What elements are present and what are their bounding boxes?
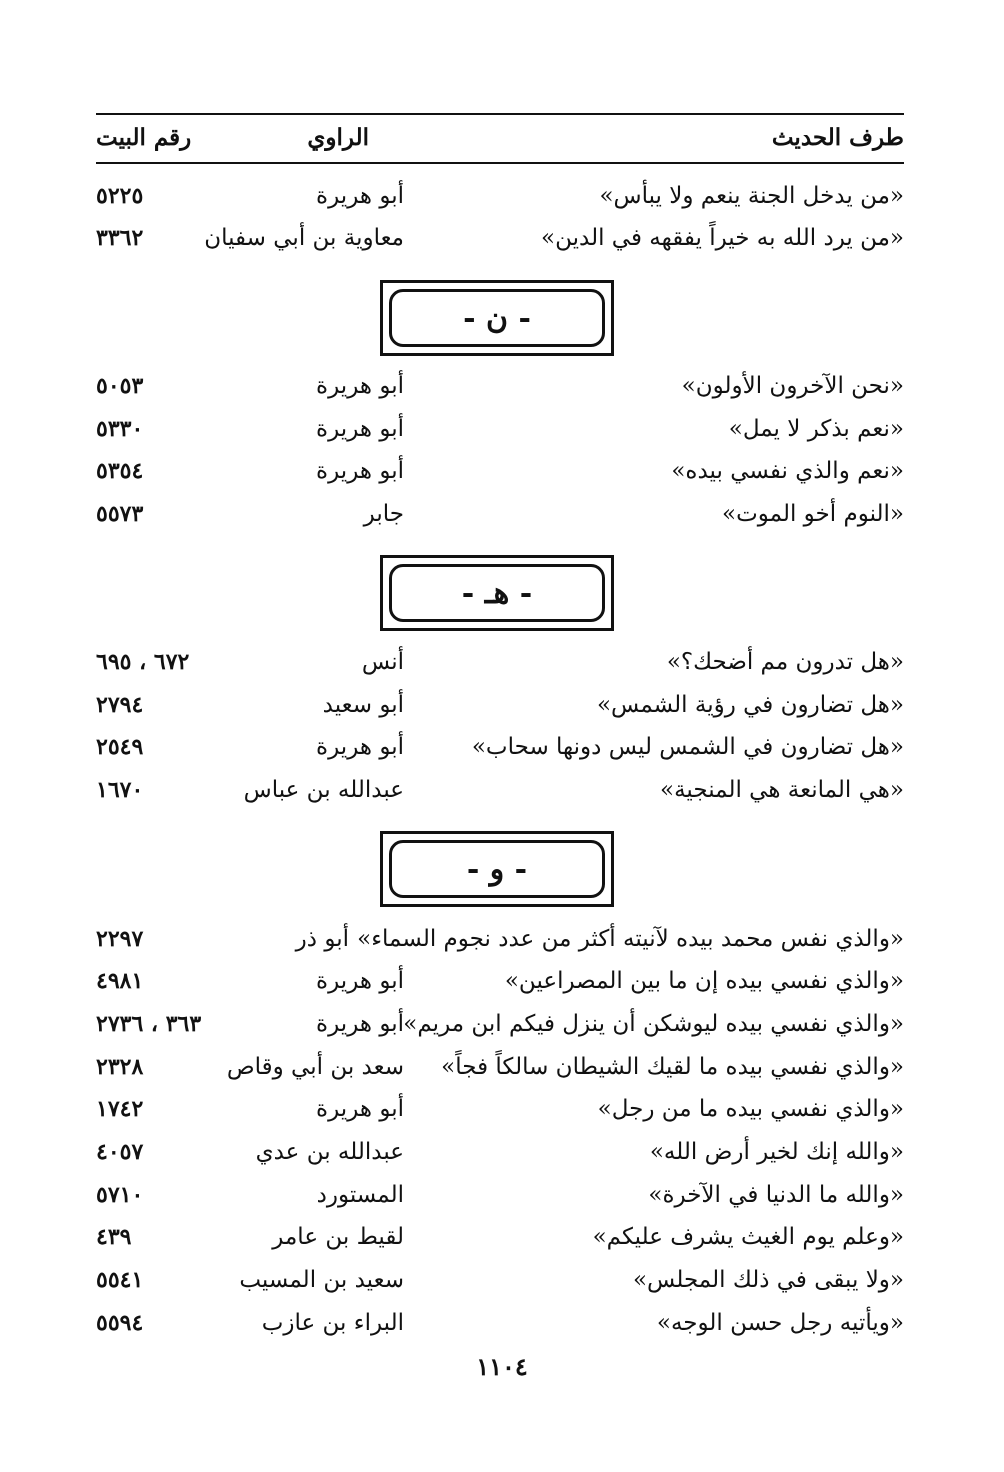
- table-row: [96, 962, 904, 1000]
- entry-number: ٤٩٨١: [96, 968, 144, 994]
- header-number: رقم البيت: [96, 124, 192, 151]
- letter-heading-label: - و -: [389, 840, 605, 898]
- rawi-name: البراء بن عازب: [261, 1310, 404, 1336]
- rawi-name: عبدالله بن عباس: [243, 777, 404, 803]
- rawi-name: أبو هريرة: [316, 458, 404, 484]
- rawi-name: عبدالله بن عدي: [255, 1139, 404, 1165]
- table-row: [96, 1133, 904, 1171]
- rawi-name: أبو هريرة: [316, 1011, 404, 1037]
- entry-number: ٥٣٥٤: [96, 458, 144, 484]
- rawi-name: معاوية بن أبي سفيان: [204, 225, 404, 251]
- table-row: [96, 410, 904, 448]
- entry-number: ٥٣٣٠: [96, 416, 144, 442]
- hadith-text: «هي المانعة هي المنجية»: [660, 777, 904, 803]
- letter-heading-nun: [380, 280, 614, 356]
- rawi-name: جابر: [363, 501, 404, 527]
- table-row: [96, 686, 904, 724]
- hadith-text: «ويأتيه رجل حسن الوجه»: [656, 1310, 904, 1336]
- hadith-text: «والذي نفس محمد بيده لآنيته أكثر من عدد نجوم السماء»: [357, 926, 904, 952]
- table-row: [96, 1176, 904, 1214]
- hadith-text: «هل تدرون مم أضحك؟»: [666, 649, 904, 675]
- hadith-text: «ولا يبقى في ذلك المجلس»: [632, 1267, 904, 1293]
- table-row: [96, 495, 904, 533]
- hadith-text: «هل تضارون في الشمس ليس دونها سحاب»: [471, 734, 904, 760]
- table-row: [96, 1218, 904, 1256]
- entry-number: ٢٣٢٨: [96, 1054, 144, 1080]
- hadith-text: «من يرد الله به خيراً يفقهه في الدين»: [541, 225, 904, 251]
- rawi-name: أبو هريرة: [316, 968, 404, 994]
- entry-number: ١٧٤٢: [96, 1096, 144, 1122]
- table-row: [96, 367, 904, 405]
- hadith-text: «نعم والذي نفسي بيده»: [671, 458, 904, 484]
- rawi-name: سعد بن أبي وقاص: [226, 1054, 404, 1080]
- table-row: [96, 177, 904, 215]
- entry-number: ٣٣٦٢: [96, 225, 144, 251]
- header-hadith: طرف الحديث: [771, 124, 904, 151]
- table-row: [96, 1005, 904, 1043]
- entry-number: ١٦٧٠: [96, 777, 144, 803]
- rawi-name: أبو هريرة: [316, 1096, 404, 1122]
- entry-number: ٣٦٣ ، ٢٧٣٦: [96, 1011, 202, 1037]
- hadith-text: «من يدخل الجنة ينعم ولا يبأس»: [599, 183, 904, 209]
- letter-heading-waw: [380, 831, 614, 907]
- table-row: [96, 920, 904, 958]
- table-row: [96, 728, 904, 766]
- entry-number: ٥٥٧٣: [96, 501, 144, 527]
- hadith-text: «والله ما الدنيا في الآخرة»: [648, 1182, 904, 1208]
- hadith-text: «والله إنك لخير أرض الله»: [649, 1139, 904, 1165]
- page-number: ١١٠٤: [476, 1352, 528, 1381]
- hadith-text: «والذي نفسي بيده ما من رجل»: [597, 1096, 904, 1122]
- hadith-text: «هل تضارون في رؤية الشمس»: [596, 692, 904, 718]
- rawi-name: أبو هريرة: [316, 373, 404, 399]
- table-row: [96, 1048, 904, 1086]
- table-row: [96, 643, 904, 681]
- entry-number: ٥٧١٠: [96, 1182, 144, 1208]
- table-row: [96, 1090, 904, 1128]
- rawi-name: أبو سعيد: [322, 692, 404, 718]
- table-row: [96, 219, 904, 257]
- entry-number: ٢٥٤٩: [96, 734, 144, 760]
- rawi-name: المستورد: [316, 1182, 404, 1208]
- hadith-text: «والذي نفسي بيده ليوشكن أن ينزل فيكم ابن مريم»: [403, 1011, 904, 1037]
- letter-heading-ha: [380, 555, 614, 631]
- hadith-text: «وعلم يوم الغيث يشرف عليكم»: [592, 1224, 904, 1250]
- letter-heading-label: - هـ -: [389, 564, 605, 622]
- letter-heading-label: - ن -: [389, 289, 605, 347]
- hadith-text: «والذي نفسي بيده إن ما بين المصراعين»: [504, 968, 904, 994]
- entry-number: ٥٥٩٤: [96, 1310, 144, 1336]
- entry-number: ٥٠٥٣: [96, 373, 144, 399]
- entry-number: ٢٢٩٧: [96, 926, 144, 952]
- table-row: [96, 1304, 904, 1342]
- rawi-name: أبو هريرة: [316, 183, 404, 209]
- table-row: [96, 452, 904, 490]
- entry-number: ٥٢٢٥: [96, 183, 144, 209]
- table-row: [96, 771, 904, 809]
- entry-number: ٢٧٩٤: [96, 692, 144, 718]
- table-row: [96, 1261, 904, 1299]
- header-bottom-rule: [96, 162, 904, 164]
- header-rawi: الراوي: [307, 124, 369, 151]
- rawi-name: أبو ذر: [295, 926, 349, 952]
- hadith-text: «النوم أخو الموت»: [722, 501, 904, 527]
- entry-number: ٤٣٩: [96, 1224, 132, 1250]
- hadith-text: «والذي نفسي بيده ما لقيك الشيطان سالكاً فجاً»: [441, 1054, 904, 1080]
- hadith-text: «نحن الآخرون الأولون»: [681, 373, 904, 399]
- table-header: [96, 115, 904, 161]
- rawi-name: أبو هريرة: [316, 416, 404, 442]
- rawi-name: لقيط بن عامر: [272, 1224, 404, 1250]
- rawi-name: أنس: [361, 649, 404, 675]
- entry-number: ٥٥٤١: [96, 1267, 144, 1293]
- entry-number: ٦٧٢ ، ٦٩٥: [96, 649, 190, 675]
- hadith-text: «نعم بذكر لا يمل»: [728, 416, 904, 442]
- rawi-name: سعيد بن المسيب: [239, 1267, 404, 1293]
- entry-number: ٤٠٥٧: [96, 1139, 144, 1165]
- rawi-name: أبو هريرة: [316, 734, 404, 760]
